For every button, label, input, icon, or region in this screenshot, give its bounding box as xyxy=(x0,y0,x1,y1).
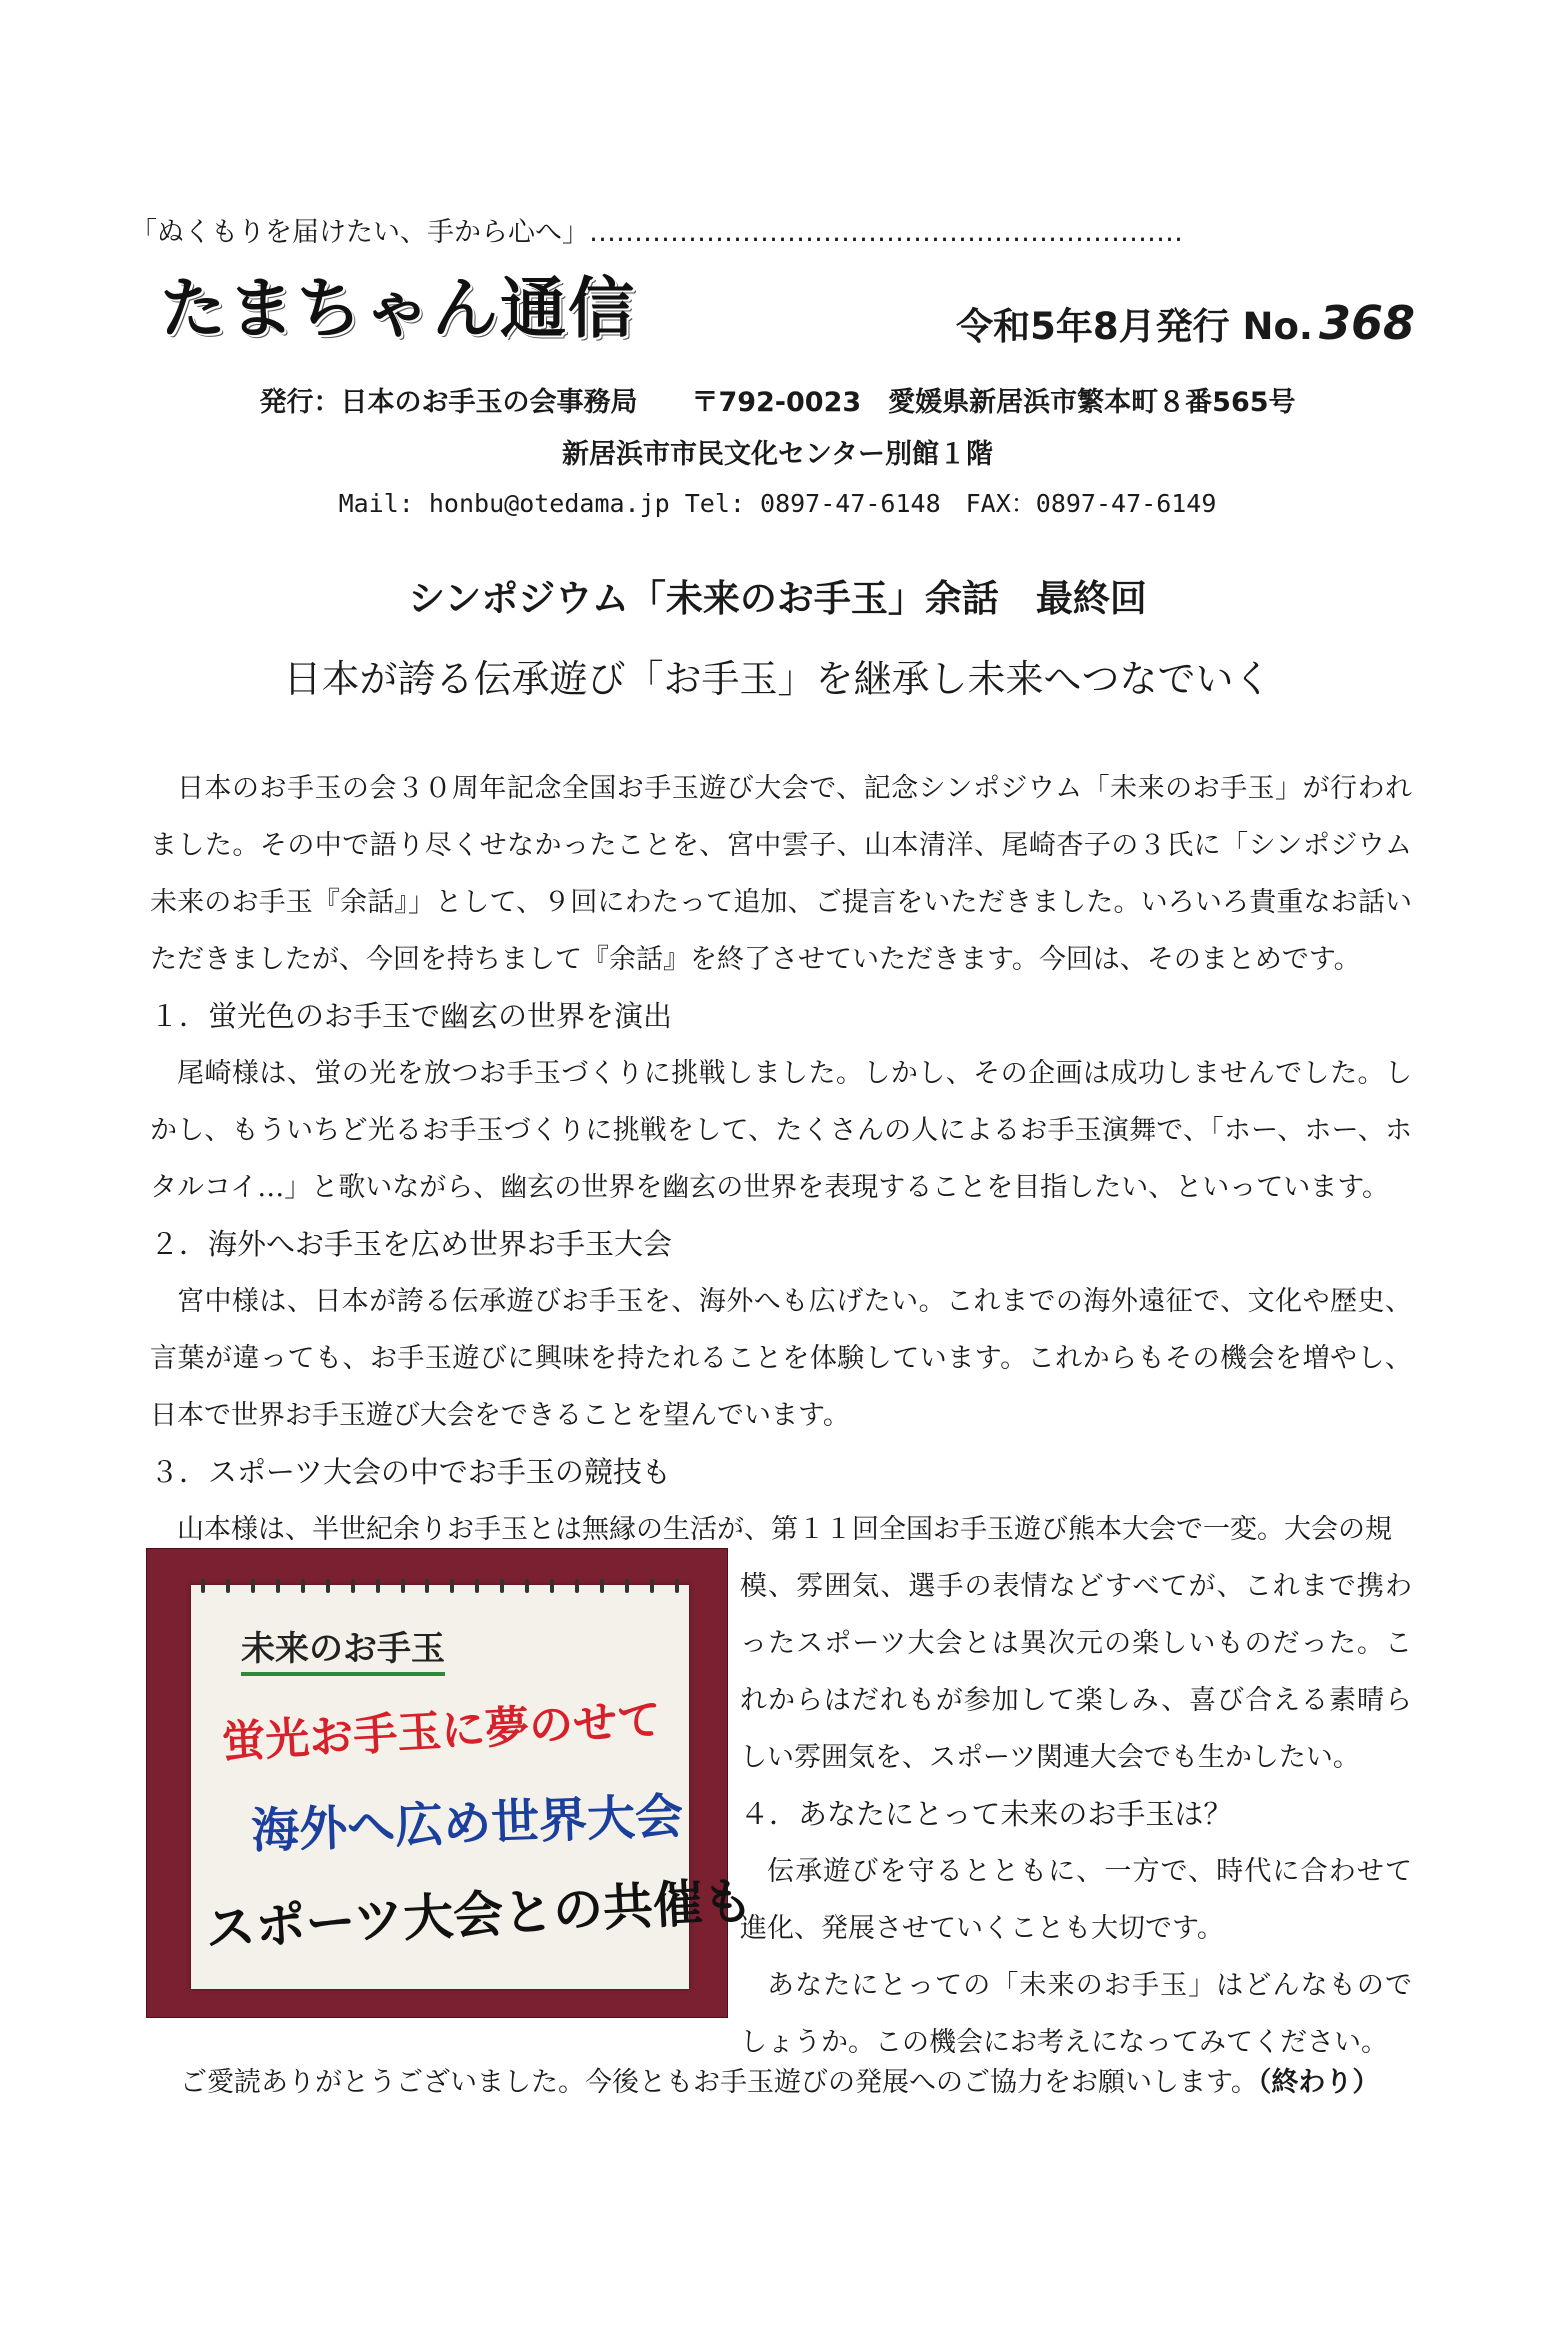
board-line-blue: 海外へ広め世界大会 xyxy=(250,1788,685,1860)
section-text: 伝承遊びを守るとともに、一方で、時代に合わせて進化、発展させていくことも大切です。 xyxy=(740,1856,1412,1944)
wrapped-text-column xyxy=(740,1558,1412,2071)
section-text: あなたにとっての「未来のお手玉」はどんなものでしょうか。この機会にお考えになってみてください。 xyxy=(740,1970,1412,2058)
article-subhead: 日本が誇る伝承遊び「お手玉」を継承し未来へつなでいく xyxy=(283,657,1272,701)
section-heading: ２．海外へお手玉を広め世界お手玉大会 xyxy=(150,1227,673,1261)
article-headline: シンポジウム「未来のお手玉」余話 最終回 xyxy=(408,577,1147,620)
contact-line: Mail: honbu@otedama.jp Tel: 0897-47-6148 FAX：0897-47-6149 xyxy=(338,489,1217,518)
closing-end: （終わり） xyxy=(1257,2067,1380,2098)
publisher-line: 発行：日本のお手玉の会事務局 〒792-0023 愛媛県新居浜市繁本町８番565号 xyxy=(259,387,1296,418)
section-text: 尾崎様は、蛍の光を放つお手玉づくりに挑戦しました。しかし、その企画は成功しませんでした。しかし、もういちど光るお手玉づくりに挑戦をして、たくさんの人によるお手玉演舞で、「ホー、ホー、ホタルコイ…」と歌いながら、幽玄の世界を幽玄の世界を表現することを目指したい、といっています。 xyxy=(150,1058,1412,1203)
intro-paragraph: 日本のお手玉の会３０周年記念全国お手玉遊び大会で、記念シンポジウム「未来のお手玉」が行われました。その中で語り尽くせなかったことを、宮中雲子、山本清洋、尾崎杏子の３氏に「シンポジウム未来のお手玉『余話』」として、９回にわたって追加、ご提言をいただきました。いろいろ貴重なお話いただきましたが、今回を持ちまして『余話』を終了させていただきます。今回は、そのまとめです。 xyxy=(150,773,1412,975)
board-title: 未来のお手玉 xyxy=(241,1621,445,1676)
section-heading: ３．スポーツ大会の中でお手玉の競技も xyxy=(150,1455,671,1489)
section-heading: １．蛍光色のお手玉で幽玄の世界を演出 xyxy=(150,999,673,1033)
tagline: 「ぬくもりを届けたい、手から心へ」………………………………………………………… xyxy=(130,217,1183,248)
address-line: 新居浜市市民文化センター別館１階 xyxy=(562,439,993,470)
board-line-red: 蛍光お手玉に夢のせて xyxy=(220,1694,663,1769)
section-text: 宮中様は、日本が誇る伝承遊びお手玉を、海外へも広げたい。これまでの海外遠征で、文化や歴史、言葉が違っても、お手玉遊びに興味を持たれることを体験しています。これからもその機会を増やし、日本で世界お手玉遊び大会をできることを望んでいます。 xyxy=(150,1286,1412,1431)
sketchbook-photo xyxy=(146,1548,755,2018)
closing-line xyxy=(180,2060,1379,2099)
issue-info xyxy=(956,296,1415,350)
issue-number: 368 xyxy=(1318,296,1415,350)
section-heading: ４．あなたにとって未来のお手玉は？ xyxy=(740,1797,1233,1831)
sketchbook-board xyxy=(191,1585,755,1989)
spiral-binding xyxy=(201,1579,679,1593)
board-line-black: スポーツ大会との共催も xyxy=(204,1871,755,1959)
issue-label: 令和5年8月発行 No. xyxy=(956,305,1313,348)
section-text: 山本様は、半世紀余りお手玉とは無縁の生活が、第１１回全国お手玉遊び熊本大会で一変。大会の規 xyxy=(177,1514,1392,1545)
section-text: 模、雰囲気、選手の表情などすべてが、これまで携わったスポーツ大会とは異次元の楽しいものだった。これからはだれもが参加して楽しみ、喜び合える素晴らしい雰囲気を、スポーツ関連大会でも生かしたい。 xyxy=(740,1571,1412,1773)
masthead-title: たまちゃん通信 xyxy=(160,270,636,347)
closing-text: ご愛読ありがとうございました。今後ともお手玉遊びの発展へのご協力をお願いします。 xyxy=(180,2067,1258,2098)
